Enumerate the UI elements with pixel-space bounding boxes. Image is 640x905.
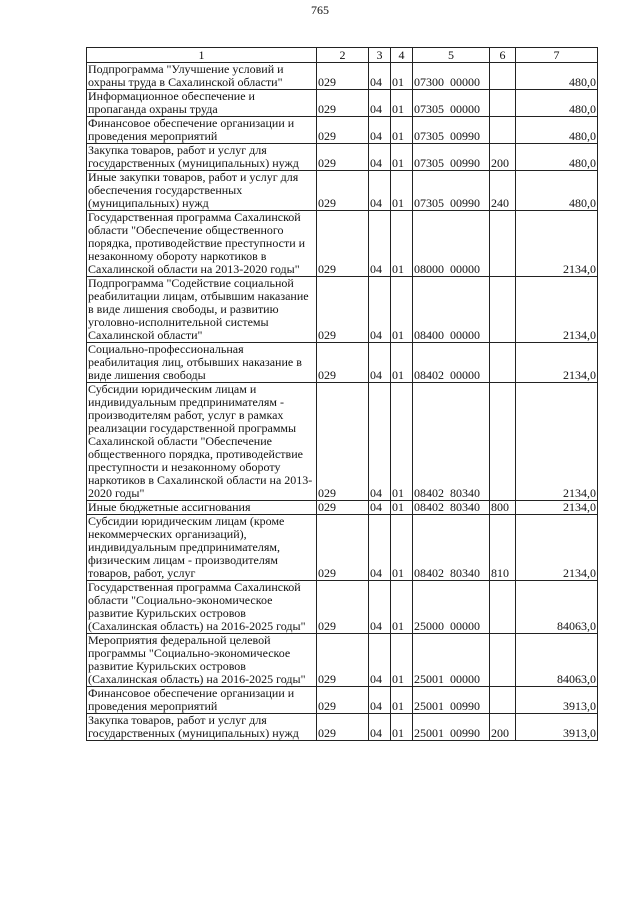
row-subsection-cell: 01 — [391, 343, 413, 383]
row-ministry-code-cell: 029 — [317, 144, 369, 171]
row-name-cell: Субсидии юридическим лицам и индивидуальным предпринимателям - производителям работ, услуг в рамках реализации государственной программы Сахалинской области "Обеспечение общественного порядка, противодействие преступности и незаконному обороту наркотиков в Сахалинской области на 2013-2020 годы" — [87, 383, 317, 501]
row-expense-type-cell — [490, 383, 516, 501]
row-ministry-code-cell: 029 — [317, 343, 369, 383]
row-subsection-cell: 01 — [391, 714, 413, 741]
row-expense-type-cell — [490, 343, 516, 383]
row-expense-type-cell — [490, 277, 516, 343]
table-body — [87, 63, 598, 741]
row-section-cell: 04 — [369, 383, 391, 501]
row-expense-type-cell: 240 — [490, 171, 516, 211]
row-ministry-code-cell: 029 — [317, 581, 369, 634]
row-name-cell: Социально-профессиональная реабилитация лиц, отбывших наказание в виде лишения свободы — [87, 343, 317, 383]
row-target-article-cell: 25001 00000 — [413, 634, 490, 687]
table-header — [87, 48, 598, 63]
row-expense-type-cell: 810 — [490, 515, 516, 581]
row-target-article-cell: 25001 00990 — [413, 714, 490, 741]
row-amount-cell: 3913,0 — [516, 687, 598, 714]
row-name-cell: Иные бюджетные ассигнования — [87, 501, 317, 515]
row-section-cell: 04 — [369, 343, 391, 383]
row-ministry-code-cell: 029 — [317, 90, 369, 117]
row-ministry-code-cell: 029 — [317, 634, 369, 687]
row-amount-cell: 480,0 — [516, 90, 598, 117]
table-row — [87, 581, 598, 634]
table-row — [87, 211, 598, 277]
row-ministry-code-cell: 029 — [317, 515, 369, 581]
row-name-cell: Мероприятия федеральной целевой программы "Социально-экономическое развитие Курильских островов (Сахалинская область) на 2016-2025 годы" — [87, 634, 317, 687]
row-expense-type-cell — [490, 90, 516, 117]
row-expense-type-cell — [490, 117, 516, 144]
table-row — [87, 171, 598, 211]
row-section-cell: 04 — [369, 63, 391, 90]
row-subsection-cell: 01 — [391, 117, 413, 144]
row-subsection-cell: 01 — [391, 144, 413, 171]
row-ministry-code-cell: 029 — [317, 171, 369, 211]
row-expense-type-cell: 200 — [490, 144, 516, 171]
header-row — [87, 48, 598, 63]
row-subsection-cell: 01 — [391, 383, 413, 501]
row-subsection-cell: 01 — [391, 63, 413, 90]
table-row — [87, 634, 598, 687]
row-subsection-cell: 01 — [391, 687, 413, 714]
row-subsection-cell: 01 — [391, 581, 413, 634]
row-target-article-cell: 08402 80340 — [413, 383, 490, 501]
row-target-article-cell: 25001 00990 — [413, 687, 490, 714]
page-number: 765 — [311, 3, 329, 17]
row-amount-cell: 2134,0 — [516, 211, 598, 277]
row-section-cell: 04 — [369, 90, 391, 117]
header-cell: 6 — [490, 48, 516, 63]
row-amount-cell: 480,0 — [516, 63, 598, 90]
row-name-cell: Подпрограмма "Улучшение условий и охраны труда в Сахалинской области" — [87, 63, 317, 90]
row-amount-cell: 480,0 — [516, 117, 598, 144]
header-cell: 1 — [87, 48, 317, 63]
row-expense-type-cell — [490, 634, 516, 687]
row-section-cell: 04 — [369, 515, 391, 581]
row-ministry-code-cell: 029 — [317, 117, 369, 144]
row-expense-type-cell — [490, 581, 516, 634]
row-target-article-cell: 08402 80340 — [413, 515, 490, 581]
row-target-article-cell: 08402 80340 — [413, 501, 490, 515]
row-section-cell: 04 — [369, 144, 391, 171]
header-cell: 3 — [369, 48, 391, 63]
row-ministry-code-cell: 029 — [317, 277, 369, 343]
row-name-cell: Государственная программа Сахалинской области "Обеспечение общественного порядка, противодействие преступности и незаконному обороту наркотиков в Сахалинской области на 2013-2020 годы" — [87, 211, 317, 277]
row-section-cell: 04 — [369, 117, 391, 144]
row-name-cell: Закупка товаров, работ и услуг для государственных (муниципальных) нужд — [87, 714, 317, 741]
header-cell: 5 — [413, 48, 490, 63]
row-target-article-cell: 07305 00000 — [413, 90, 490, 117]
budget-table — [86, 47, 598, 741]
row-subsection-cell: 01 — [391, 211, 413, 277]
row-amount-cell: 2134,0 — [516, 515, 598, 581]
row-subsection-cell: 01 — [391, 277, 413, 343]
row-section-cell: 04 — [369, 501, 391, 515]
row-amount-cell: 84063,0 — [516, 581, 598, 634]
table-row — [87, 714, 598, 741]
row-name-cell: Субсидии юридическим лицам (кроме некоммерческих организаций), индивидуальным предпринимателям, физическим лицам - производителям товаров, работ, услуг — [87, 515, 317, 581]
row-name-cell: Информационное обеспечение и пропаганда охраны труда — [87, 90, 317, 117]
row-amount-cell: 84063,0 — [516, 634, 598, 687]
row-expense-type-cell: 800 — [490, 501, 516, 515]
row-ministry-code-cell: 029 — [317, 714, 369, 741]
row-ministry-code-cell: 029 — [317, 501, 369, 515]
row-name-cell: Иные закупки товаров, работ и услуг для обеспечения государственных (муниципальных) нужд — [87, 171, 317, 211]
row-subsection-cell: 01 — [391, 515, 413, 581]
row-target-article-cell: 25000 00000 — [413, 581, 490, 634]
row-section-cell: 04 — [369, 634, 391, 687]
row-section-cell: 04 — [369, 687, 391, 714]
row-section-cell: 04 — [369, 211, 391, 277]
table-row — [87, 501, 598, 515]
row-amount-cell: 480,0 — [516, 144, 598, 171]
row-subsection-cell: 01 — [391, 171, 413, 211]
table-row — [87, 383, 598, 501]
row-amount-cell: 2134,0 — [516, 343, 598, 383]
row-amount-cell: 480,0 — [516, 171, 598, 211]
table-row — [87, 277, 598, 343]
table-row — [87, 63, 598, 90]
table-row — [87, 343, 598, 383]
row-name-cell: Государственная программа Сахалинской области "Социально-экономическое развитие Курильских островов (Сахалинская область) на 2016-2025 годы" — [87, 581, 317, 634]
header-cell: 2 — [317, 48, 369, 63]
row-section-cell: 04 — [369, 277, 391, 343]
row-expense-type-cell — [490, 63, 516, 90]
row-target-article-cell: 07305 00990 — [413, 117, 490, 144]
row-expense-type-cell: 200 — [490, 714, 516, 741]
table-row — [87, 515, 598, 581]
row-subsection-cell: 01 — [391, 501, 413, 515]
row-expense-type-cell — [490, 687, 516, 714]
header-cell: 4 — [391, 48, 413, 63]
row-ministry-code-cell: 029 — [317, 383, 369, 501]
row-target-article-cell: 07305 00990 — [413, 144, 490, 171]
row-expense-type-cell — [490, 211, 516, 277]
row-section-cell: 04 — [369, 171, 391, 211]
row-subsection-cell: 01 — [391, 634, 413, 687]
table-row — [87, 144, 598, 171]
row-name-cell: Подпрограмма "Содействие социальной реабилитации лицам, отбывшим наказание в виде лишения свободы, и развитию уголовно-исполнительной системы Сахалинской области" — [87, 277, 317, 343]
row-subsection-cell: 01 — [391, 90, 413, 117]
header-cell: 7 — [516, 48, 598, 63]
row-name-cell: Финансовое обеспечение организации и проведения мероприятий — [87, 687, 317, 714]
row-ministry-code-cell: 029 — [317, 63, 369, 90]
row-name-cell: Закупка товаров, работ и услуг для государственных (муниципальных) нужд — [87, 144, 317, 171]
row-target-article-cell: 07300 00000 — [413, 63, 490, 90]
table-row — [87, 687, 598, 714]
row-amount-cell: 2134,0 — [516, 277, 598, 343]
table-row — [87, 117, 598, 144]
row-ministry-code-cell: 029 — [317, 687, 369, 714]
row-amount-cell: 2134,0 — [516, 501, 598, 515]
row-ministry-code-cell: 029 — [317, 211, 369, 277]
row-section-cell: 04 — [369, 714, 391, 741]
row-target-article-cell: 08402 00000 — [413, 343, 490, 383]
row-amount-cell: 3913,0 — [516, 714, 598, 741]
row-section-cell: 04 — [369, 581, 391, 634]
row-target-article-cell: 08000 00000 — [413, 211, 490, 277]
table-row — [87, 90, 598, 117]
row-target-article-cell: 07305 00990 — [413, 171, 490, 211]
row-name-cell: Финансовое обеспечение организации и проведения мероприятий — [87, 117, 317, 144]
row-target-article-cell: 08400 00000 — [413, 277, 490, 343]
row-amount-cell: 2134,0 — [516, 383, 598, 501]
